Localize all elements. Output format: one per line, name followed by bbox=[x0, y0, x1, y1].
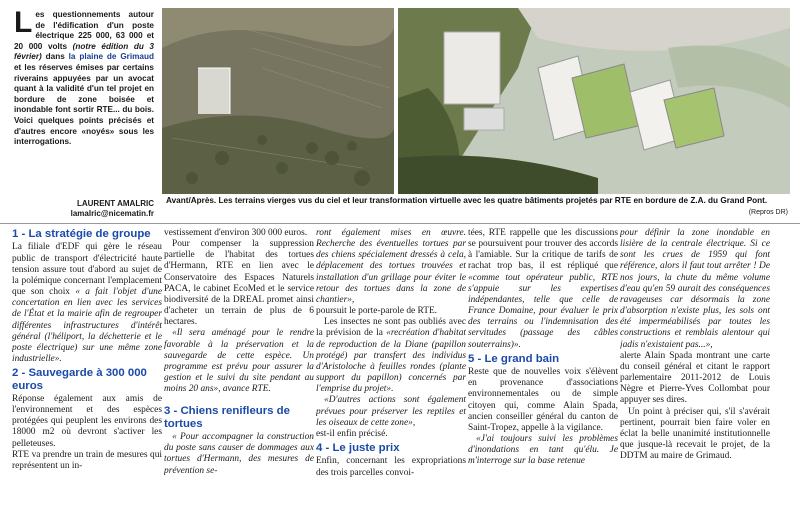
article-column-2 bbox=[164, 228, 314, 524]
article-paragraph bbox=[164, 432, 314, 477]
body-text: tées, RTE rappelle que les discussions se poursuivent pour trouver des accords à l'amiable. Sur la critique de tarifs de rachat trop bas, il est répliqué que bbox=[468, 228, 618, 272]
article-paragraph bbox=[620, 228, 770, 351]
photo-credit: (Repros DR) bbox=[748, 209, 788, 216]
section-heading: 4 - Le juste prix bbox=[316, 441, 400, 454]
article-paragraph bbox=[164, 239, 314, 328]
quote-text: pour définir la zone inondable en lisière de la centrale électrique. Si ce sont les crues de 1959 qui font référence, alors il faut tout arrêter ! De nos jours, la chute du même volume d'eau qu'en 59 aurait des conséquences ravageuses car désormais la zone d'absorption n'existe plus, les sols ont été imperméabilisés par toutes les constructions et remblais alentour qui jadis n'existaient pas...», bbox=[620, 228, 770, 350]
article-paragraph bbox=[316, 306, 466, 317]
photo-before-aerial bbox=[162, 8, 394, 194]
article-paragraph bbox=[316, 228, 466, 306]
intro-paragraph bbox=[14, 10, 154, 218]
article-paragraph bbox=[12, 394, 162, 450]
body-text: Reste que de nouvelles voix s'élèvent en provenance d'associations environnementales ou de simple citoyen qui, comme Alain Spada, ancien conseiller général du canton de Saint-Tropez, appelle à la vigilance. bbox=[468, 367, 618, 433]
intro-text-part: dans bbox=[41, 52, 69, 62]
article-paragraph bbox=[468, 367, 618, 434]
section-heading: 2 - Sauvegarde à 300 000 euros bbox=[12, 367, 147, 392]
body-text: Pour compenser la suppression partielle de l'habitat des tortues d'Hermann, RTE en lien avec le Conservatoire des Espaces Naturels PACA, le cabinet EcoMed et le service biodiversité de la DREAL promet ainsi d'acheter un terrain de plus de 6 hectares. bbox=[164, 239, 314, 328]
body-text: Un point à préciser qui, s'il s'avérait pertinent, pourrait bien faire voler en éclat la belle unanimité institutionnelle que jusque-là recevait le projet, de la DDTM au maire de Grimaud. bbox=[620, 406, 770, 462]
article-paragraph bbox=[316, 429, 466, 440]
article-paragraph bbox=[164, 228, 314, 239]
body-text: Les insectes ne sont pas oubliés avec la prévision de la bbox=[316, 317, 466, 339]
intro-text bbox=[14, 10, 154, 146]
article-paragraph bbox=[316, 317, 466, 395]
column-spacer bbox=[164, 395, 314, 403]
dropcap: L bbox=[14, 10, 33, 39]
article-paragraph bbox=[620, 351, 770, 407]
aerial-after-image bbox=[398, 8, 790, 194]
article-paragraph bbox=[316, 395, 466, 428]
intro-text-part: (notre édition du 3 février) bbox=[14, 41, 154, 62]
quote-text: «J'ai toujours suivi les problèmes d'inondations en tant qu'élu. Je m'interroge sur la base retenue bbox=[468, 434, 618, 467]
byline bbox=[14, 199, 154, 219]
article-paragraph bbox=[12, 242, 162, 365]
section-heading: 5 - Le grand bain bbox=[468, 352, 560, 365]
intro-text-part: es questionnements autour de l'édification d'un poste électrique 225 000, 63 000 et 20 000 volts bbox=[14, 10, 154, 51]
author-email[interactable]: lamalric@nicematin.fr bbox=[70, 209, 154, 218]
article-paragraph bbox=[468, 228, 618, 351]
article-paragraph bbox=[164, 328, 314, 395]
body-text: Réponse également aux amis de l'environnement et des espèces protégées qui peuplent les environs des 18000 m2 où devront s'activer les pelleteuses. bbox=[12, 393, 162, 449]
quote-text: ront également mises en œuvre. Recherche des éventuelles tortues par des chiens spécialement dressés à cela, déplacement des tortues trouvées et installation d'un grillage pour éviter le retour des tortues dans la zone de chantier», bbox=[316, 228, 466, 305]
body-text: est-il enfin précisé. bbox=[316, 428, 388, 439]
body-text: Enfin, concernant les expropriations des trois parcelles convoi- bbox=[316, 456, 466, 478]
article-paragraph bbox=[468, 434, 618, 467]
photo-caption: Avant/Après. Les terrains vierges vus du ciel et leur transformation virtuelle avec les quatre bâtiments projetés par RTE en bordure de Z.A. du Grand Pont. bbox=[166, 196, 768, 205]
article-column-3 bbox=[316, 228, 466, 524]
quote-text: «D'autres actions sont également prévues pour préserver les reptiles et les oiseaux de cette zone», bbox=[316, 395, 466, 428]
section-heading: 3 - Chiens renifleurs de tortues bbox=[164, 405, 290, 430]
article-column-5 bbox=[620, 228, 770, 524]
section-heading: 1 - La stratégie de groupe bbox=[12, 228, 151, 240]
intro-text-part: la plaine de Grimaud bbox=[68, 52, 154, 62]
body-text: alerte Alain Spada montrant une carte du conseil général et citant le rapport parlementaire 2011-2012 de Louis Nègre et Pierre-Yves Collombat pour appuyer ses dires. bbox=[620, 350, 770, 406]
article-paragraph bbox=[12, 450, 162, 472]
quote-text: «Il sera aménagé pour le rendre favorable à la préservation et la sauvegarde de cette espèce. Un programme est prévu pour assurer la gestion et le suivi du site pendant au moins 20 ans», avance RTE. bbox=[164, 328, 314, 395]
body-text: La filiale d'EDF qui gère le réseau public de transport d'électricité haute tension assure tout d'abord au sujet de la polémique concernant l'emplacement que son choix bbox=[12, 242, 162, 298]
section-divider bbox=[0, 223, 800, 224]
photo-after-rendering bbox=[398, 8, 790, 194]
quote-text: «comme tout opérateur public, RTE s'appuie sur les expertises indépendantes, telle que celle de France Domaine, pour évaluer le prix des terrains ou l'indemnisation des servitudes (passage des câbles souterrains)». bbox=[468, 272, 618, 350]
article-column-4 bbox=[468, 228, 618, 524]
quote-text: «recréation d'habitat de reproduction de la Diane (papillon protégé) par transfert des individus d'Aristoloche à feuilles rondes (plante support du papillon) concernés par l'emprise du projet». bbox=[316, 328, 466, 395]
intro-text-part: et les réserves émises par certains riverains appuyées par un avocat quant à la validité d'un tel projet en bordure de zone boisée et inondable font sortir RTE... du bois. Voici quelques points précisés et d'autres encore «noyés» sous les interrogations. bbox=[14, 62, 154, 147]
quote-text: « Pour accompagner la construction du poste sans causer de dommages aux tortues d'Hermann, des mesures de prévention se- bbox=[164, 432, 314, 476]
body-text: poursuit le porte-parole de RTE. bbox=[316, 306, 438, 317]
article-column-1 bbox=[12, 228, 162, 524]
body-text: RTE va prendre un train de mesures qui représentent un in- bbox=[12, 449, 162, 471]
body-text: vestissement d'environ 300 000 euros. bbox=[164, 228, 308, 238]
aerial-before-image bbox=[162, 8, 394, 194]
article-paragraph bbox=[620, 407, 770, 463]
article-paragraph bbox=[316, 456, 466, 478]
author-name: LAURENT AMALRIC bbox=[76, 199, 154, 208]
quote-text: « a fait l'objet d'une concertation en lien avec les services de l'État et la mairie afin de regrouper différentes infrastructures d'intérêt général (l'héliport, la déchetterie et le poste électrique) sur une même zone industrielle». bbox=[12, 287, 162, 364]
